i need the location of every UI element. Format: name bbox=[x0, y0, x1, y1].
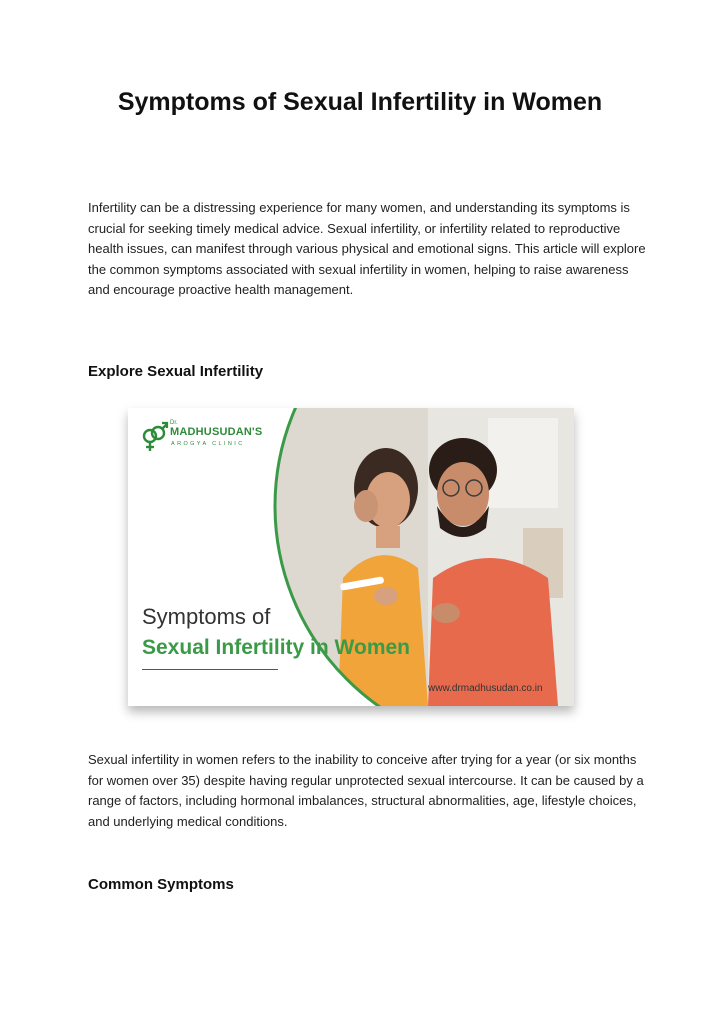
gender-symbol-icon bbox=[140, 420, 170, 454]
body-paragraph: Sexual infertility in women refers to the inability to conceive after trying for a year (or six months for women over 35) despite having regular unprotected sexual intercourse. It can be caused by a range of factors, including hormonal imbalances, structural abnormalities, age, lifestyle choices, and underlying medical conditions. bbox=[88, 752, 644, 829]
banner-title-line1: Symptoms of bbox=[142, 604, 271, 629]
logo-prefix: Dr. bbox=[170, 420, 178, 426]
document-title: Symptoms of Sexual Infertility in Women bbox=[117, 88, 603, 116]
banner-image bbox=[128, 408, 574, 706]
banner-divider bbox=[142, 669, 278, 670]
intro-paragraph: Infertility can be a distressing experience for many women, and understanding its symptoms is crucial for seeking timely medical advice. Sexual infertility, or infertility related to reproductive health issues, can manifest through various physical and emotional signs. This article will explore the common symptoms associated with sexual infertility in women, helping to raise awareness and encourage proactive health management. bbox=[88, 200, 646, 298]
banner-website: www.drmadhusudan.co.in bbox=[428, 683, 543, 694]
banner-title-line2: Sexual Infertility in Women bbox=[142, 636, 410, 659]
logo-name: MADHUSUDAN'S bbox=[170, 426, 263, 438]
logo-subtitle: AROGYA CLINIC bbox=[171, 441, 245, 447]
section-heading-explore: Explore Sexual Infertility bbox=[88, 363, 264, 380]
section-heading-common-symptoms: Common Symptoms bbox=[88, 876, 234, 893]
clinic-logo bbox=[140, 418, 270, 456]
